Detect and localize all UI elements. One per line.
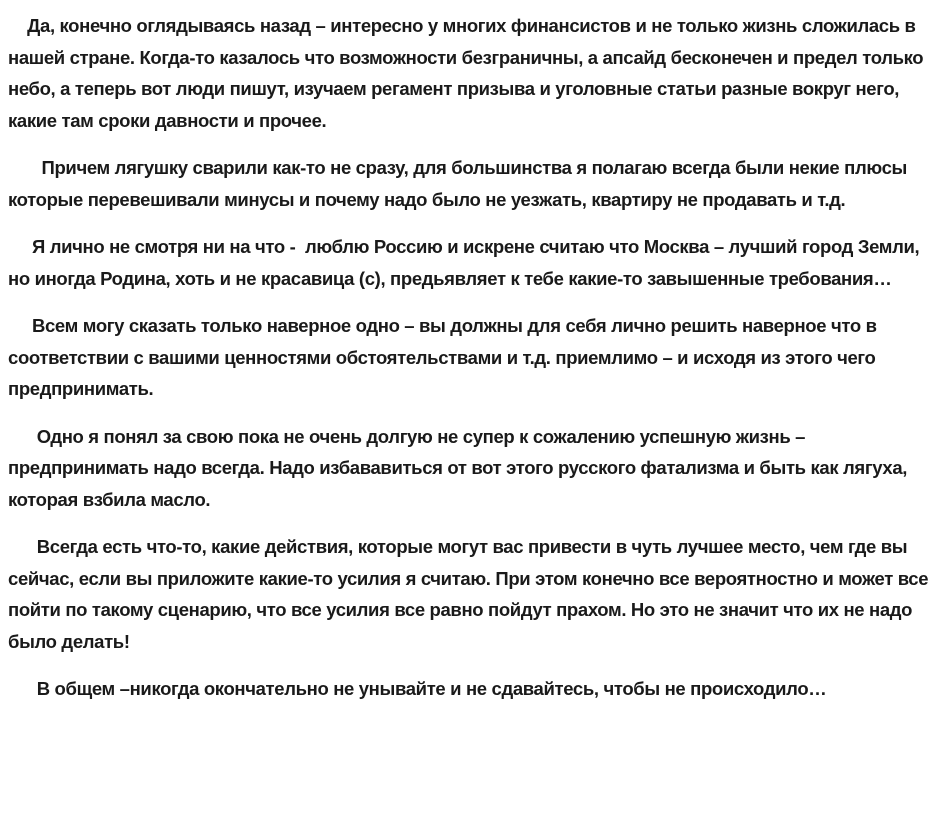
paragraph-6: Всегда есть что-то, какие действия, которые могут вас привести в чуть лучшее место, чем где вы сейчас, если вы приложите какие-то усилия я считаю. При этом конечно все вероятностно и может все пойти по такому сценарию, что все усилия все равно пойдут прахом. Но это не значит что их не надо было делать!: [8, 536, 933, 652]
paragraph-1: Да, конечно оглядываясь назад – интересно у многих финансистов и не только жизнь сложилась в нашей стране. Когда-то казалось что возможности безграничны, а апсайд бесконечен и предел только небо, а теперь вот люди пишут, изучаем регамент призыва и уголовные статьи разные вокруг него, какие там сроки давности и прочее.: [8, 15, 929, 131]
paragraph-7: В общем –никогда окончательно не унывайте и не сдавайтесь, чтобы не происходило…: [8, 678, 827, 699]
paragraph-4: Всем могу сказать только наверное одно – вы должны для себя лично решить наверное что в соответствии с вашими ценностями обстоятельствами и т.д. приемлимо – и исходя из этого чего предпринимать.: [8, 315, 882, 399]
paragraph-3: Я лично не смотря ни на что - люблю Россию и искрене считаю что Москва – лучший город Земли, но иногда Родина, хоть и не красавица (с), предьявляет к тебе какие-то завышенные требования…: [8, 236, 925, 289]
paragraph-2: Причем лягушку сварили как-то не сразу, для большинства я полагаю всегда были некие плюсы которые перевешивали минусы и почему надо было не уезжать, квартиру не продавать и т.д.: [8, 157, 912, 210]
paragraph-5: Одно я понял за свою пока не очень долгую не супер к сожалению успешную жизнь – предпринимать надо всегда. Надо избававиться от вот этого русского фатализма и быть как лягуха, которая взбила масло.: [8, 425, 912, 510]
